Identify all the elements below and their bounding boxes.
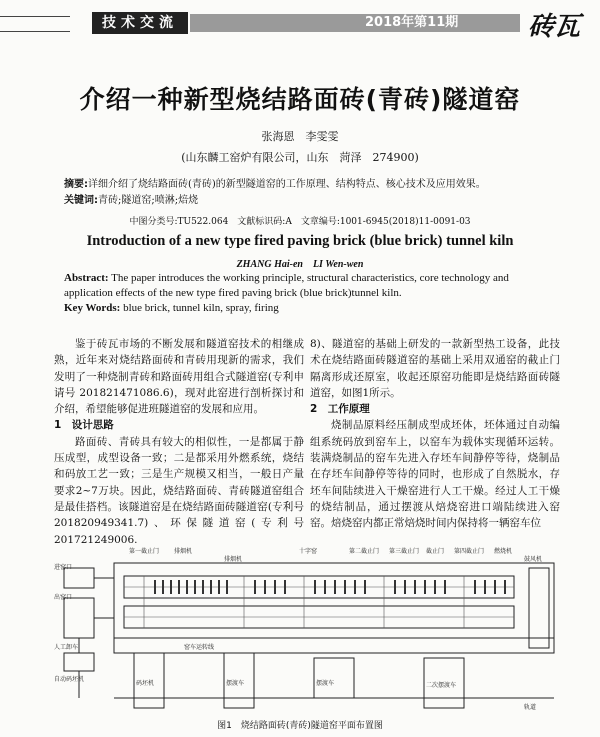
fig-label: 摆渡车 [316,680,335,687]
section-paragraph: 路面砖、青砖具有较大的相似性，一是都属于静压成型，成型设备一致；二是都采用外燃系统，烧结和码放工艺一致；三是生产规模又相当，一般日产量要求2~7万块。因此，烧结路面砖、青砖隧道窑组合是最佳搭档。该隧道窑是在烧结路面砖隧道窑(专利号 201820949341.7)、环保隧道窑(专利号 201721249006. [54,435,304,546]
abstract-cn-text: 详细介绍了烧结路面砖(青砖)的新型隧道窑的工作原理、结构特点、核心技术及应用效果。 [88,179,486,190]
issue-label: 2018年第11期 [365,15,459,30]
header-rule [0,16,70,32]
paper-title: 介绍一种新型烧结路面砖(青砖)隧道窑 [79,85,521,114]
figure-caption: 图1 烧结路面砖(青砖)隧道窑平面布置图 [217,721,383,731]
section-paragraph: 烧制品原料经压制成型成坯体，坯体通过自动编组系统码放到窑车上，以窑车为载体实现循环运转。装满烧制品的窑车先进入存坯车间静停等待，烧制品在存坯车间静停等待的同时，也形成了自然脱水，存坯车间陆续进入干燥窑进行人工干燥。经过人工干燥的烧结制品，通过摆渡从焙烧窑进口端陆续进入窑窑。焙烧窑内都正常焙烧时间内保持将一辆窑车位 [310,419,560,530]
section-heading: 1 设计思路 [54,419,114,432]
body-column-right [310,336,560,532]
fig-label: 窑车运转线 [184,644,215,651]
fig-label: 截止门 [426,548,445,555]
fig-label: 自动码坯机 [54,676,85,683]
abstract-en-text: The paper introduces the working principle, structural characteristics, core technology and application effects of the new type fired paving brick (blue brick)tunnel kiln. [64,272,509,299]
fig-label: 排烟机 [224,556,243,563]
fig-label: 第一截止门 [129,548,160,555]
page-header [0,10,600,42]
fig-label: 十字窑 [299,548,318,555]
paper-title-en: Introduction of a new type fired paving brick (blue brick) tunnel kiln [86,233,514,249]
fig-label: 第二截止门 [349,548,380,555]
fig-label: 轨道 [524,704,537,711]
kiln-layout-figure [54,538,564,713]
fig-label: 燃烧机 [494,548,513,555]
section-label: 技术交流 [92,12,188,34]
fig-label: 鼓风机 [524,556,543,563]
fig-label: 排烟机 [174,548,193,555]
kiln-layout-drawing [54,538,564,713]
classification-line: 中图分类号:TU522.064 文献标识码:A 文章编号:1001-6945(2018)11-0091-03 [129,217,471,227]
abstract-cn [64,177,554,209]
keywords-en-text: blue brick, tunnel kiln, spray, firing [123,302,279,314]
keywords-cn-text: 青砖;隧道窑;喷淋;焙烧 [98,195,199,206]
intro-paragraph: 鉴于砖瓦市场的不断发展和隧道窑技术的相继成熟，近年来对烧结路面砖和青砖用现新的需求，我们发明了一种烧制青砖和路面砖用组合式隧道窑(专利申请号 201821471086.6)，现对此窑进行剖析探讨和介绍，希望能够促进班隧道窑的发展和应用。 [54,338,304,416]
abstract-cn-label: 摘要: [64,179,88,190]
fig-label: 码坯机 [136,680,155,687]
keywords-en-label: Key Words: [64,302,121,314]
fig-label: 二次摆渡车 [426,682,457,689]
abstract-en [64,271,554,316]
section-heading: 2 工作原理 [310,403,370,416]
authors: 张海恩 李雯雯 [261,130,339,143]
journal-logo: 砖瓦 [528,12,581,42]
header-band [190,14,520,32]
fig-label: 进窑口 [54,564,73,571]
authors-en: ZHANG Hai-en LI Wen-wen [236,259,364,270]
affiliation: (山东麟工窑炉有限公司，山东 菏泽 274900) [181,151,419,164]
fig-label: 第三截止门 [389,548,420,555]
fig-label: 人工卸车 [54,644,79,651]
fig-label: 摆渡车 [226,680,245,687]
fig-label: 第四截止门 [454,548,485,555]
continued-paragraph: 8)、隧道窑的基础上研发的一款新型热工设备，此技术在烧结路面砖隧道窑的基础上采用双通窑的截止门隔离形成还原室，收起还原窑功能即是烧结路面砖隧道窑，如图1所示。 [310,338,560,399]
fig-label: 出窑口 [54,594,73,601]
abstract-en-label: Abstract: [64,272,109,284]
keywords-cn-label: 关键词: [64,195,98,206]
body-column-left [54,336,304,548]
